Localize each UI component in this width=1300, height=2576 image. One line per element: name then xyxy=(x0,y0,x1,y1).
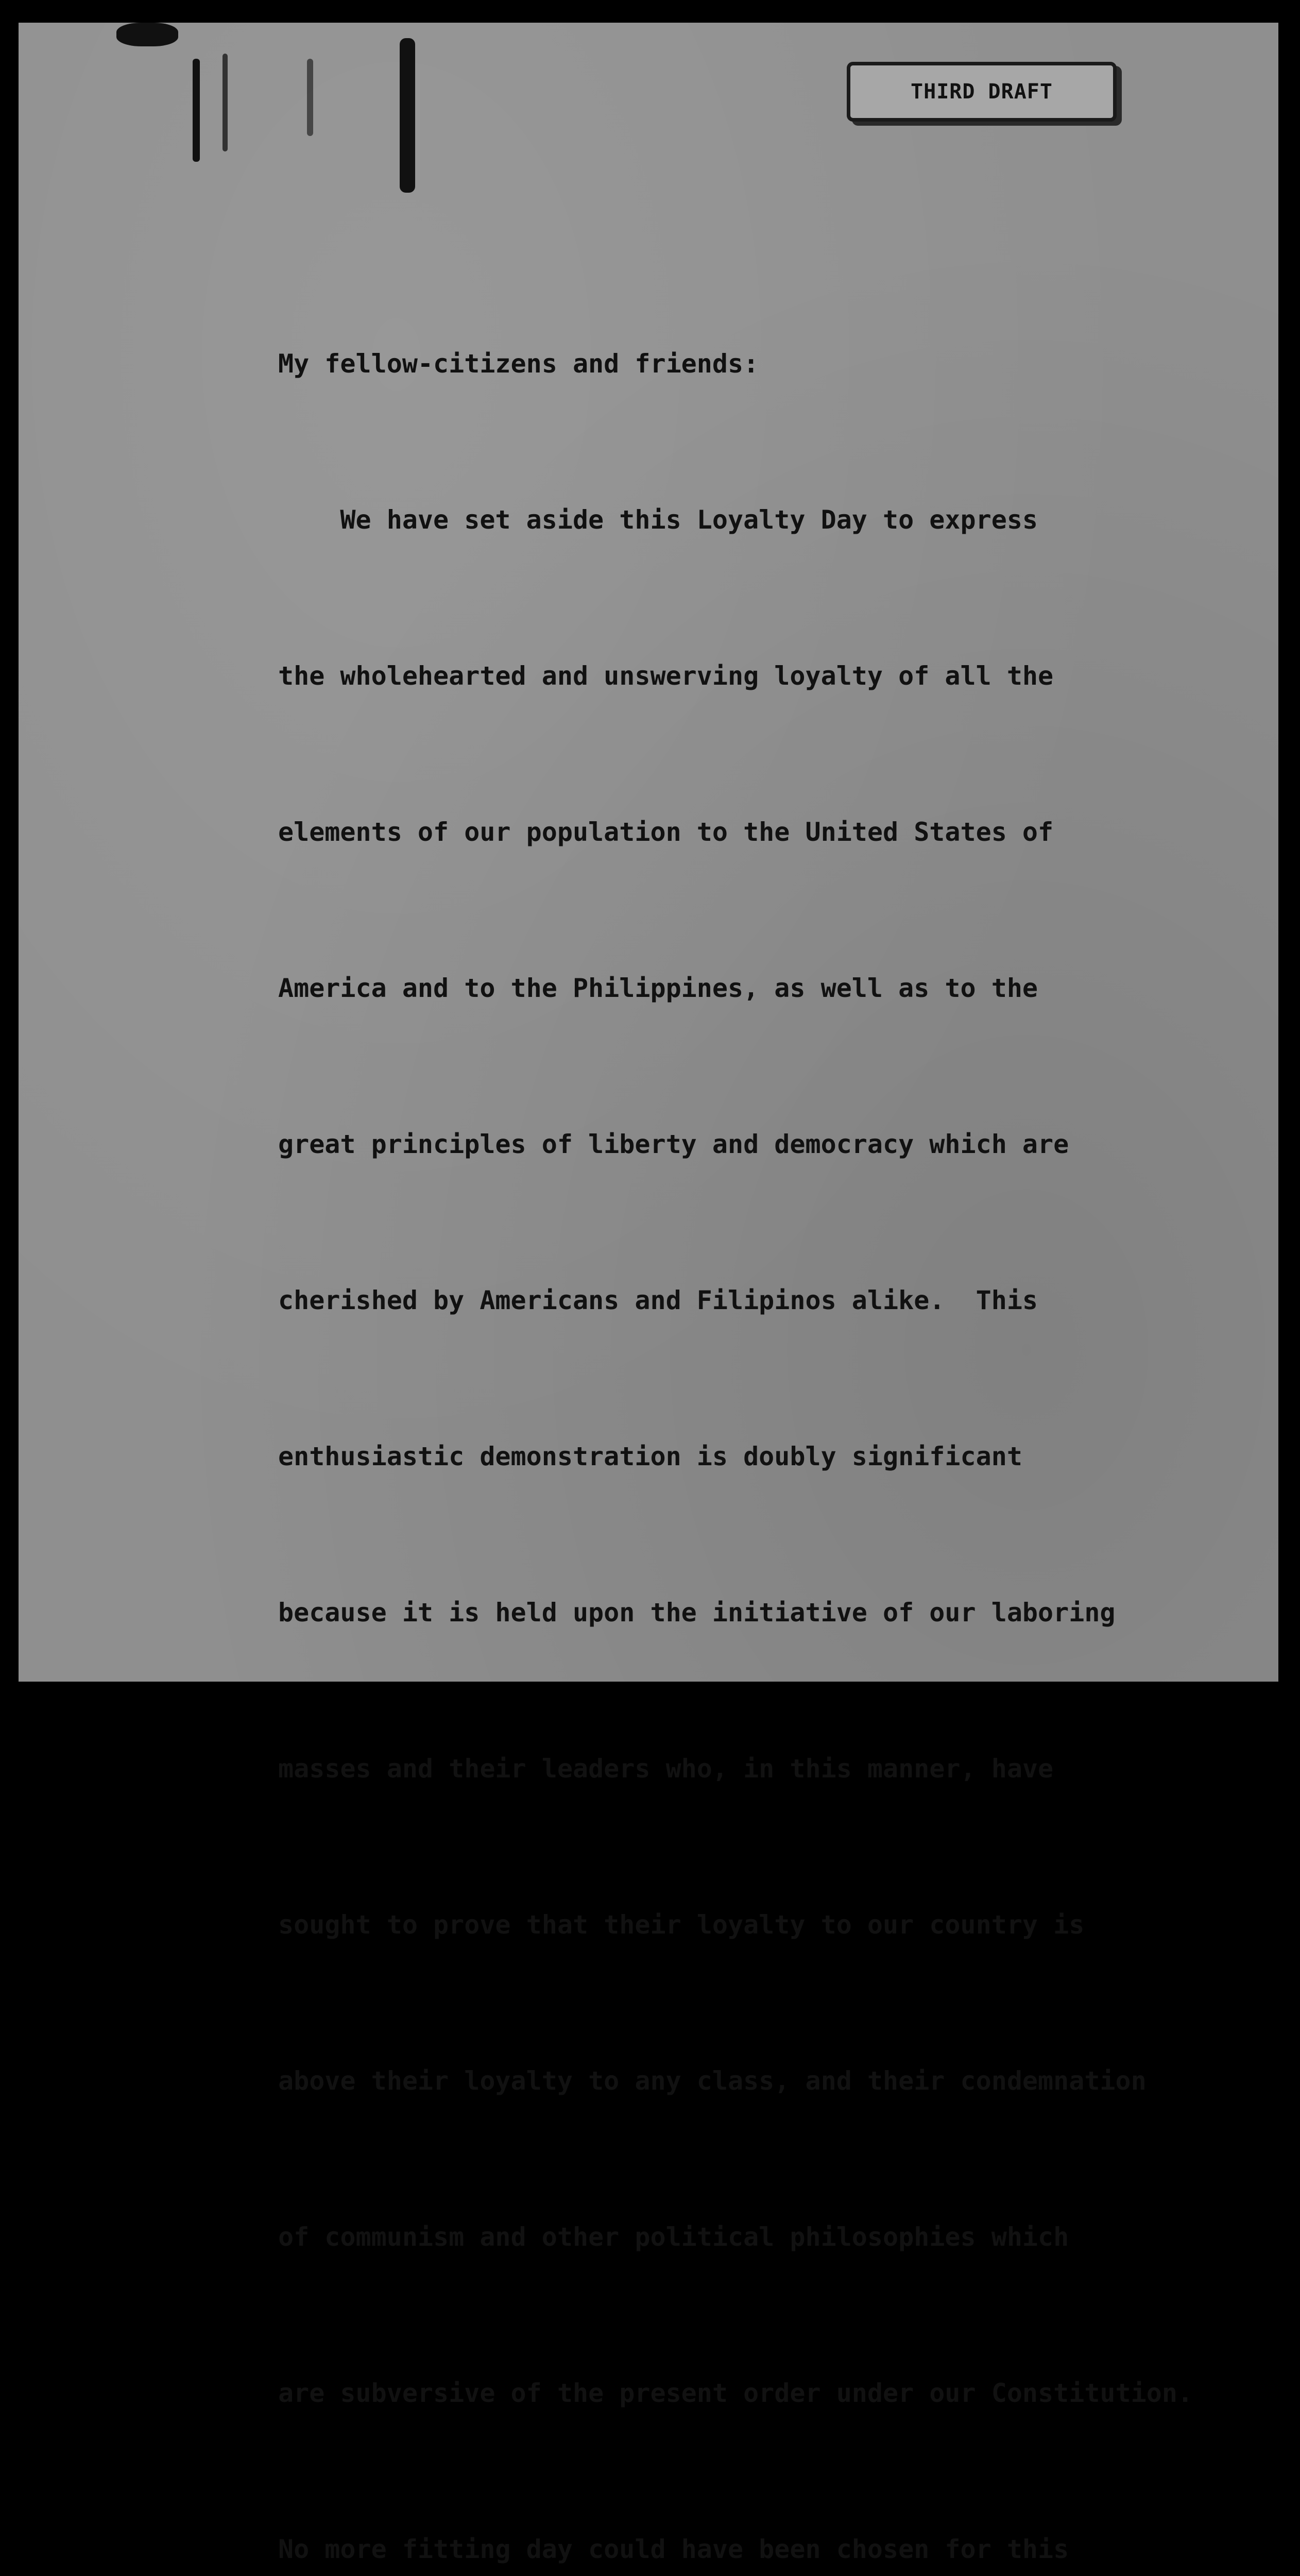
text-line: masses and their leaders who, in this manner, have xyxy=(278,1754,1054,1784)
document-page xyxy=(19,23,1278,2564)
text-line: elements of our population to the United States of xyxy=(278,817,1054,847)
binder-smudge xyxy=(307,59,313,136)
text-line: America and to the Philippines, as well as to the xyxy=(278,973,1038,1003)
binder-smudge xyxy=(400,38,415,193)
salutation: My fellow-citizens and friends: xyxy=(278,349,759,379)
text-line: above their loyalty to any class, and their condemnation xyxy=(278,2066,1147,2096)
draft-stamp xyxy=(847,62,1117,122)
text-line: No more fitting day could have been chosen for this xyxy=(278,2534,1069,2564)
draft-stamp-label: THIRD DRAFT xyxy=(911,80,1053,104)
text-line: enthusiastic demonstration is doubly significant xyxy=(278,1442,1022,1471)
letter-body xyxy=(278,234,1257,2576)
binder-smudge xyxy=(223,54,228,151)
text-line: sought to prove that their loyalty to our country is xyxy=(278,1910,1085,1940)
text-line: are subversive of the present order under our Constitution. xyxy=(278,2378,1193,2408)
text-line: of communism and other political philosophies which xyxy=(278,2222,1069,2252)
text-line: cherished by Americans and Filipinos alike. This xyxy=(278,1285,1038,1315)
text-line: the wholehearted and unswerving loyalty of all the xyxy=(278,661,1054,691)
text-line: because it is held upon the initiative of our laboring xyxy=(278,1598,1116,1628)
text-line: We have set aside this Loyalty Day to express xyxy=(278,505,1038,535)
binder-smudge xyxy=(193,59,200,162)
text-line: great principles of liberty and democracy which are xyxy=(278,1129,1069,1159)
binder-smudge xyxy=(116,23,178,46)
